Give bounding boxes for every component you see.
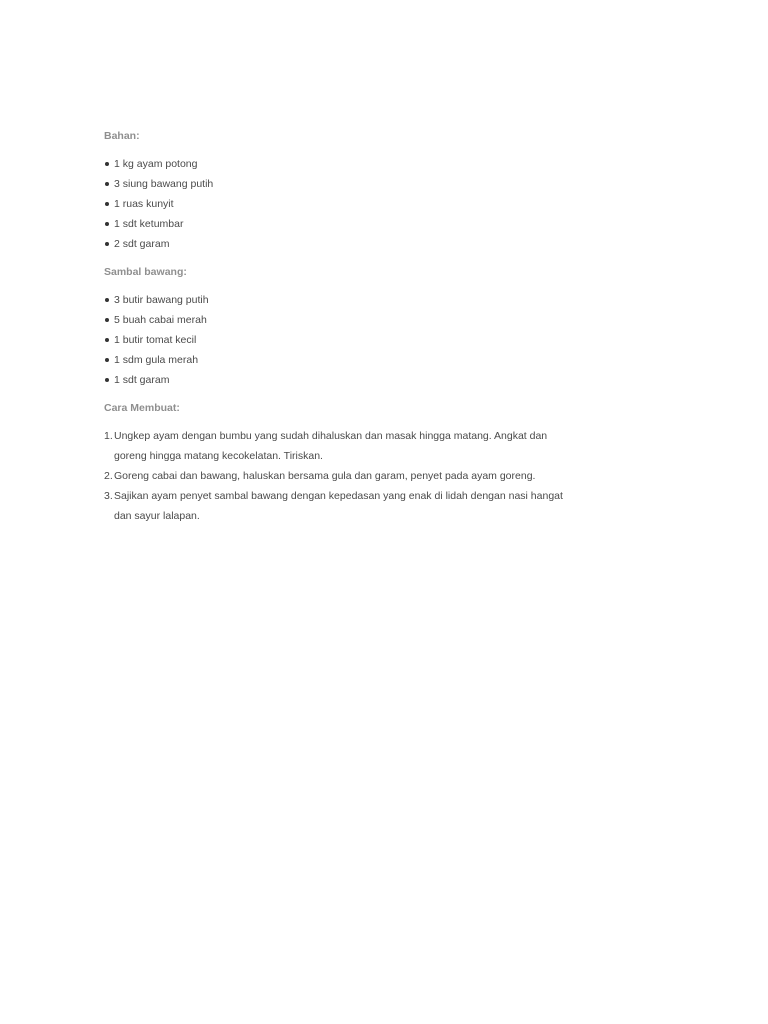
list-item: 1 sdm gula merah [104, 350, 564, 370]
list-item: 1 ruas kunyit [104, 194, 564, 214]
list-item: 5 buah cabai merah [104, 310, 564, 330]
bahan-list [104, 154, 564, 254]
list-item: 2 sdt garam [104, 234, 564, 254]
step-number: 1. [104, 430, 113, 442]
bahan-heading: Bahan: [104, 130, 140, 142]
cara-heading: Cara Membuat: [104, 402, 180, 414]
list-item: 1 sdt garam [104, 370, 564, 390]
step-item [104, 426, 564, 466]
step-text: Sajikan ayam penyet sambal bawang dengan kepedasan yang enak di lidah dengan nasi hangat dan sayur lalapan. [114, 490, 563, 522]
list-item: 1 kg ayam potong [104, 154, 564, 174]
cara-steps [104, 426, 564, 526]
step-text: Goreng cabai dan bawang, haluskan bersama gula dan garam, penyet pada ayam goreng. [114, 470, 536, 482]
list-item: 3 siung bawang putih [104, 174, 564, 194]
sambal-heading: Sambal bawang: [104, 266, 187, 278]
step-item [104, 486, 564, 526]
step-number: 3. [104, 490, 113, 502]
list-item: 3 butir bawang putih [104, 290, 564, 310]
sambal-list [104, 290, 564, 390]
list-item: 1 sdt ketumbar [104, 214, 564, 234]
recipe-document [104, 128, 564, 526]
list-item: 1 butir tomat kecil [104, 330, 564, 350]
step-number: 2. [104, 470, 113, 482]
step-text: Ungkep ayam dengan bumbu yang sudah dihaluskan dan masak hingga matang. Angkat dan goreng hingga matang kecokelatan. Tiriskan. [114, 430, 548, 462]
step-item [104, 466, 564, 486]
